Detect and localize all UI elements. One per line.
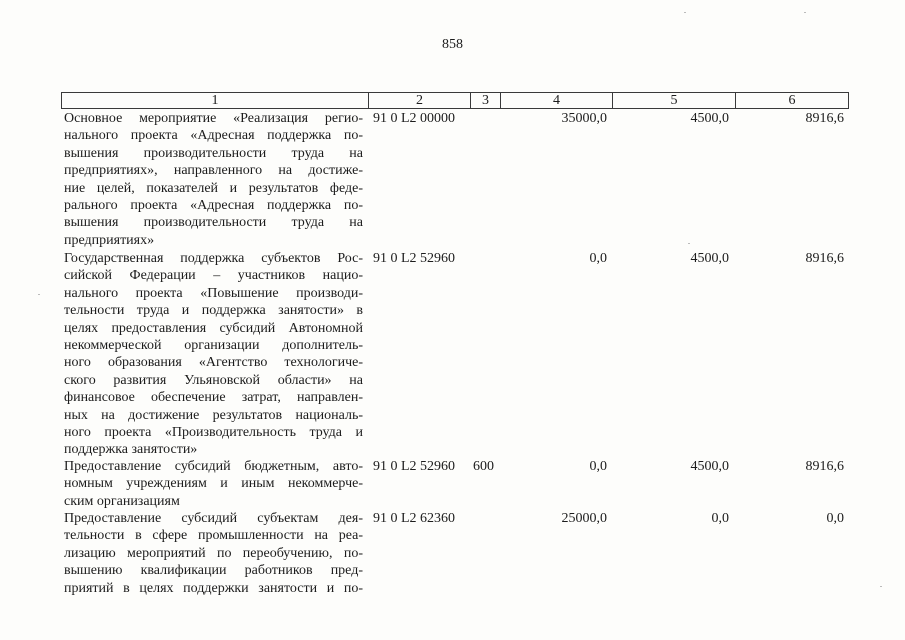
row-description — [64, 110, 363, 249]
header-col-3: 3 — [470, 93, 500, 108]
value-col-6: 0,0 — [826, 511, 844, 526]
header-col-1: 1 — [211, 93, 219, 108]
row-description — [64, 250, 363, 459]
value-col-6: 8916,6 — [805, 251, 844, 266]
description-line: ние целей, показателей и результатов феде- — [64, 180, 363, 196]
description-line: нального проекта «Адресная поддержка по- — [64, 128, 363, 144]
value-col-4: 0,0 — [589, 251, 607, 266]
description-line: предприятиях», направленного на достиже- — [64, 163, 363, 179]
description-line: тельности труда и поддержка занятости» в — [64, 303, 363, 319]
description-line: вышению квалификации работников пред- — [64, 563, 363, 579]
description-line: ским организациям — [64, 493, 180, 509]
description-line: целях предоставления субсидий Автономной — [64, 320, 363, 336]
description-line: лизацию мероприятий по переобучению, по- — [64, 545, 363, 561]
scan-speck — [38, 294, 40, 295]
description-line: Государственная поддержка субъектов Рос- — [64, 251, 363, 266]
value-col-4: 35000,0 — [561, 111, 607, 126]
description-line: ных на достижение результатов националь- — [64, 407, 363, 423]
scan-speck — [684, 12, 686, 13]
description-line: тельности в сфере промышленности на реа- — [64, 528, 363, 544]
scan-speck — [688, 243, 690, 244]
description-line: некоммерческой организации дополнитель- — [64, 338, 363, 354]
target-code: 91 0 L2 62360 — [373, 511, 456, 526]
value-col-5: 4500,0 — [690, 459, 729, 474]
description-line: номным учреждениям и иным некоммерче- — [64, 476, 363, 492]
target-code: 91 0 L2 52960 — [373, 459, 456, 474]
description-line: ного образования «Агентство технологиче- — [64, 355, 363, 371]
description-line: рального проекта «Адресная поддержка по- — [64, 198, 363, 214]
target-code: 91 0 L2 52960 — [373, 251, 456, 266]
description-line: Предоставление субсидий бюджетным, авто- — [64, 459, 363, 474]
row-description — [64, 458, 363, 510]
value-col-6: 8916,6 — [805, 459, 844, 474]
header-col-5: 5 — [612, 93, 735, 108]
description-line: Основное мероприятие «Реализация регио- — [64, 111, 363, 126]
scan-speck — [804, 12, 806, 13]
target-code: 91 0 L2 00000 — [373, 111, 456, 126]
value-col-5: 0,0 — [711, 511, 729, 526]
expense-group: 600 — [473, 459, 494, 474]
description-line: вышения производительности труда на — [64, 145, 363, 161]
value-col-4: 25000,0 — [561, 511, 607, 526]
scan-speck — [880, 586, 882, 587]
value-col-5: 4500,0 — [690, 251, 729, 266]
description-line: финансовое обеспечение затрат, направлен- — [64, 390, 363, 406]
value-col-4: 0,0 — [589, 459, 607, 474]
description-line: Предоставление субсидий субъектам дея- — [64, 511, 363, 526]
header-col-4: 4 — [500, 93, 612, 108]
page-number: 858 — [442, 37, 463, 52]
description-line: сийской Федерации – участников нацио- — [64, 268, 363, 284]
description-line: ского развития Ульяновской области» на — [64, 372, 363, 388]
value-col-6: 8916,6 — [805, 111, 844, 126]
description-line: ного проекта «Производительность труда и — [64, 425, 363, 441]
header-col-2: 2 — [368, 93, 470, 108]
header-col-6: 6 — [735, 93, 848, 108]
table-header-row — [61, 92, 849, 109]
description-line: нального проекта «Повышение производи- — [64, 285, 363, 301]
description-line: предприятиях» — [64, 232, 155, 248]
value-col-5: 4500,0 — [690, 111, 729, 126]
description-line: вышения производительности труда на — [64, 215, 363, 231]
row-description — [64, 510, 363, 597]
description-line: приятий в целях поддержки занятости и по- — [64, 580, 363, 596]
description-line: поддержка занятости» — [64, 442, 198, 458]
